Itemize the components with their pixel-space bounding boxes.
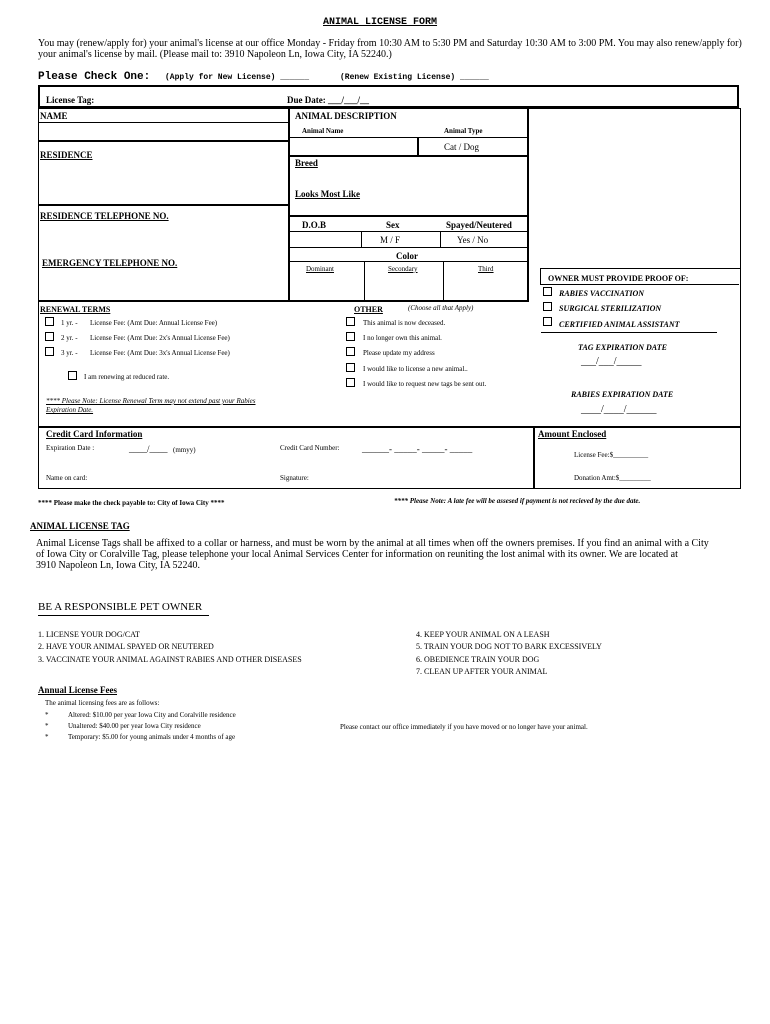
other-heading: OTHER: [354, 305, 383, 314]
renewal-terms-heading: RENEWAL TERMS: [40, 305, 111, 314]
fees-item-altered: Altered: $10.00 per year Iowa City and Coralville residence: [68, 711, 236, 719]
donation-field[interactable]: Donation Amt:$_________: [574, 474, 651, 482]
sex-label: Sex: [386, 220, 400, 230]
cat-dog-option[interactable]: Cat / Dog: [444, 142, 479, 152]
spayed-neutered-label: Spayed/Neutered: [446, 220, 512, 230]
due-date-label: Due Date: ___/___/__: [287, 95, 369, 105]
renewal-3yr-checkbox[interactable]: [45, 347, 54, 356]
late-fee-note: **** Please Note: A late fee will be assesed if payment is not recieved by the due date.: [394, 497, 641, 505]
proof-checkbox-rabies[interactable]: [543, 287, 552, 296]
responsible-left-1: 1. LICENSE YOUR DOG/CAT: [38, 630, 140, 639]
responsible-right-6: 6. OBEDIENCE TRAIN YOUR DOG: [416, 655, 540, 664]
name-on-card-field[interactable]: [100, 470, 270, 484]
name-on-card-label: Name on card:: [46, 474, 88, 482]
signature-field[interactable]: [320, 470, 520, 484]
sex-option[interactable]: M / F: [380, 235, 401, 245]
fees-intro: The animal licensing fees are as follows:: [45, 699, 160, 707]
tag-expiration-label: TAG EXPIRATION DATE: [578, 343, 667, 352]
color-third-label: Third: [478, 265, 494, 273]
proof-heading: OWNER MUST PROVIDE PROOF OF:: [548, 274, 689, 283]
other-new-tags-label: I would like to request new tags be sent out.: [363, 380, 487, 388]
other-deceased-checkbox[interactable]: [346, 317, 355, 326]
breed-label: Breed: [295, 158, 318, 168]
check-one-label: Please Check One:: [38, 71, 151, 83]
animal-description-heading: ANIMAL DESCRIPTION: [295, 111, 397, 121]
license-tag-text-line1: Animal License Tags shall be affixed to a collar or harness, and must be worn by the animal at all times when off the owners premises. If you find an animal with a City: [36, 538, 709, 549]
responsible-right-4: 4. KEEP YOUR ANIMAL ON A LEASH: [416, 630, 550, 639]
tag-expiration-field[interactable]: ___/___/_____: [581, 356, 642, 367]
animal-name-label: Animal Name: [302, 127, 344, 135]
rabies-expiration-field[interactable]: ____/____/______: [581, 404, 657, 415]
license-tag-row: [38, 85, 739, 108]
other-new-tags-checkbox[interactable]: [346, 378, 355, 387]
responsible-heading: BE A RESPONSIBLE PET OWNER: [38, 601, 203, 613]
animal-type-label: Animal Type: [444, 127, 483, 135]
cc-number-label: Credit Card Number:: [280, 444, 340, 452]
looks-most-like-label: Looks Most Like: [295, 189, 361, 199]
responsible-right-7: 7. CLEAN UP AFTER YOUR ANIMAL: [416, 667, 548, 676]
renewal-note-line2: Expiration Date.: [46, 406, 94, 414]
intro-text-line2: your animal's license by mail. (Please mail to: 3910 Napoleon Ln, Iowa City, IA 52240.): [38, 49, 392, 60]
name-field[interactable]: [40, 124, 285, 139]
residence-phone-field[interactable]: [40, 224, 285, 254]
check-payable-note: **** Please make the check payable to: City of Iowa City ****: [38, 499, 225, 507]
color-secondary-label: Secondary: [388, 265, 418, 273]
proof-checkbox-assistant[interactable]: [543, 317, 552, 326]
fees-bullet-3: *: [45, 733, 49, 741]
apply-new-option[interactable]: (Apply for New License) ______: [165, 73, 310, 82]
renewal-3yr-fee: License Fee: (Amt Due: 3x's Annual License Fee): [90, 349, 230, 357]
reduced-rate-checkbox[interactable]: [68, 371, 77, 380]
name-label: NAME: [40, 111, 68, 121]
license-tag-text-line3: 3910 Napoleon Ln, Iowa City, IA 52240.: [36, 560, 201, 571]
license-tag-text-line2: of Iowa City or Coralville Tag, please telephone your local Animal Services Center for information on reuniting the lost animal with its owner. We are located at: [36, 549, 678, 560]
license-tag-heading: ANIMAL LICENSE TAG: [30, 521, 130, 531]
renew-existing-option[interactable]: (Renew Existing License) ______: [340, 73, 489, 82]
proof-item-sterilization: SURGICAL STERILIZATION: [559, 304, 662, 313]
other-deceased-label: This animal is now deceased.: [363, 319, 446, 327]
mmyy-hint: (mmyy): [173, 446, 196, 454]
renewal-3yr-term: 3 yr. -: [61, 349, 78, 357]
residence-field[interactable]: [40, 162, 285, 202]
responsible-right-5: 5. TRAIN YOUR DOG NOT TO BARK EXCESSIVELY: [416, 642, 602, 651]
emergency-phone-label: EMERGENCY TELEPHONE NO.: [42, 258, 178, 268]
renewal-1yr-checkbox[interactable]: [45, 317, 54, 326]
other-hint: (Choose all that Apply): [408, 304, 474, 312]
fees-item-temporary: Temporary: $5.00 for young animals under 4 months of age: [68, 733, 236, 741]
signature-label: Signature:: [280, 474, 309, 482]
proof-item-rabies: RABIES VACCINATION: [559, 289, 644, 298]
credit-card-heading: Credit Card Information: [46, 429, 143, 439]
cc-number-field[interactable]: ______- _____- _____- _____: [362, 444, 473, 454]
renewal-note-line1: **** Please Note: License Renewal Term may not extend past your Rabies: [46, 397, 256, 405]
proof-item-assistant: CERTIFIED ANIMAL ASSISTANT: [559, 320, 680, 329]
reduced-rate-label: I am renewing at reduced rate.: [84, 373, 170, 381]
form-title: ANIMAL LICENSE FORM: [323, 17, 438, 28]
expiration-date-label: Expiration Date :: [46, 444, 95, 452]
license-fee-field[interactable]: License Fee:$__________: [574, 451, 649, 459]
other-no-longer-own-label: I no longer own this animal.: [363, 334, 442, 342]
animal-name-field[interactable]: [292, 139, 415, 154]
emergency-phone-field[interactable]: [40, 272, 285, 298]
expiration-date-field[interactable]: ____/____: [129, 444, 168, 454]
color-dominant-label: Dominant: [306, 265, 334, 273]
color-label: Color: [396, 251, 418, 261]
residence-phone-label: RESIDENCE TELEPHONE NO.: [40, 211, 169, 221]
fees-bullet-1: *: [45, 711, 49, 719]
renewal-1yr-fee: License Fee: (Amt Due: Annual License Fee): [90, 319, 218, 327]
fees-heading: Annual License Fees: [38, 685, 118, 695]
other-update-address-checkbox[interactable]: [346, 347, 355, 356]
rabies-expiration-label: RABIES EXPIRATION DATE: [571, 390, 674, 399]
renewal-2yr-checkbox[interactable]: [45, 332, 54, 341]
responsible-left-3: 3. VACCINATE YOUR ANIMAL AGAINST RABIES AND OTHER DISEASES: [38, 655, 302, 664]
intro-text-line1: You may (renew/apply for) your animal's license at our office Monday - Friday from 10:30 AM to 5:30 PM and Saturday 10:30 AM to 3:00 PM. You may also renew/apply for): [38, 38, 742, 49]
contact-note: Please contact our office immediately if you have moved or no longer have your animal.: [340, 723, 588, 731]
residence-label: RESIDENCE: [40, 150, 93, 160]
other-no-longer-own-checkbox[interactable]: [346, 332, 355, 341]
other-update-address-label: Please update my address: [363, 349, 435, 357]
spayed-option[interactable]: Yes / No: [457, 235, 489, 245]
fees-item-unaltered: Unaltered: $40.00 per year Iowa City residence: [68, 722, 201, 730]
license-tag-label: License Tag:: [46, 95, 95, 105]
renewal-1yr-term: 1 yr. -: [61, 319, 78, 327]
proof-checkbox-sterilization[interactable]: [543, 302, 552, 311]
responsible-left-2: 2. HAVE YOUR ANIMAL SPAYED OR NEUTERED: [38, 642, 214, 651]
dob-label: D.O.B: [302, 220, 327, 230]
fees-bullet-2: *: [45, 722, 49, 730]
other-new-animal-checkbox[interactable]: [346, 363, 355, 372]
other-new-animal-label: I would like to license a new animal..: [363, 365, 468, 373]
renewal-2yr-term: 2 yr. -: [61, 334, 78, 342]
renewal-2yr-fee: License Fee: (Amt Due: 2x's Annual License Fee): [90, 334, 230, 342]
amount-enclosed-heading: Amount Enclosed: [538, 429, 607, 439]
